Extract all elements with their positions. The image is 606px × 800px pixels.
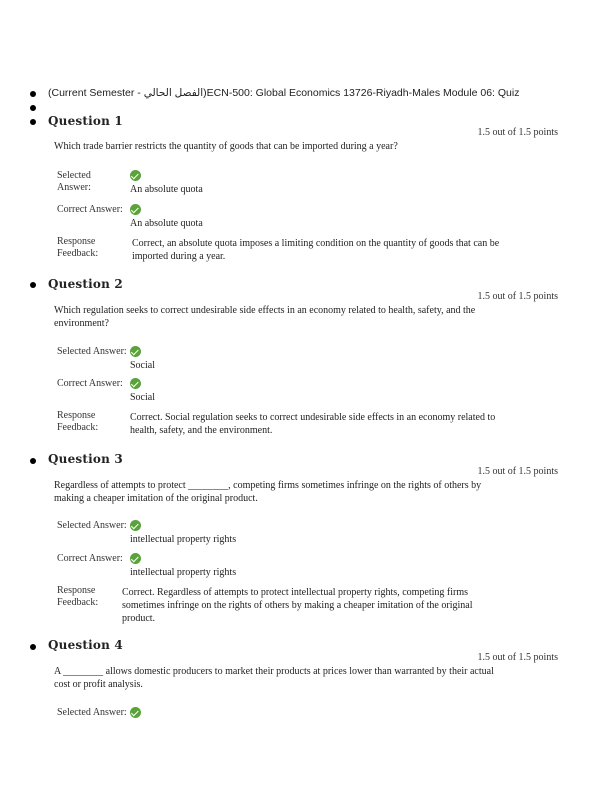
- selected-answer: Social: [130, 360, 155, 371]
- check-circle-icon: [130, 553, 141, 564]
- check-circle-icon: [130, 346, 141, 357]
- selected-answer-label: Selected Answer:: [57, 520, 127, 531]
- question-text: Which trade barrier restricts the quantity of goods that can be imported during a year?: [54, 141, 398, 152]
- question-text: A ________ allows domestic producers to market their products at prices lower than warranted by their actual cost or profit analysis.: [54, 666, 494, 690]
- list-bullet: [30, 119, 36, 125]
- selected-answer: An absolute quota: [130, 184, 203, 195]
- list-bullet: [30, 282, 36, 288]
- response-feedback: Correct. Social regulation seeks to correct undesirable side effects in an economy related to health, safety, and the environment.: [130, 412, 496, 436]
- list-bullet: [30, 644, 36, 650]
- question-title: Question 1: [48, 114, 123, 128]
- list-bullet: [30, 91, 36, 97]
- question-text: Regardless of attempts to protect ________, competing firms sometimes infringe on the rights of others by making a cheaper imitation of the original product.: [54, 480, 482, 504]
- correct-answer: An absolute quota: [130, 218, 203, 229]
- correct-answer: Social: [130, 392, 155, 403]
- check-circle-icon: [130, 170, 141, 181]
- check-circle-icon: [130, 378, 141, 389]
- response-feedback: Correct. Regardless of attempts to protect intellectual property rights, competing firms sometimes infringe on the rights of others by making a cheaper imitation of the original product.: [122, 587, 473, 624]
- response-feedback-label: Response Feedback:: [57, 236, 99, 259]
- response-feedback: Correct, an absolute quota imposes a limiting condition on the quantity of goods that can be imported during a year.: [132, 238, 500, 262]
- check-circle-icon: [130, 707, 141, 718]
- correct-answer-label: Correct Answer:: [57, 553, 123, 564]
- selected-answer: intellectual property rights: [130, 534, 237, 545]
- question-title: Question 2: [48, 277, 123, 291]
- list-bullet: [30, 458, 36, 464]
- list-bullet-empty: [30, 105, 36, 111]
- breadcrumb[interactable]: (Current Semester - الفصل الحالي)ECN-500: Global Economics 13726-Riyadh-Males Module 06: Quiz: [48, 87, 520, 99]
- selected-answer-label: Selected Answer:: [57, 170, 91, 193]
- selected-answer-label: Selected Answer:: [57, 707, 127, 718]
- correct-answer-label: Correct Answer:: [57, 378, 123, 389]
- question-title: Question 3: [48, 452, 123, 466]
- question-points: 1.5 out of 1.5 points: [477, 466, 558, 477]
- question-title: Question 4: [48, 638, 123, 652]
- question-points: 1.5 out of 1.5 points: [477, 652, 558, 663]
- question-text: Which regulation seeks to correct undesirable side effects in an economy related to health, safety, and the environment?: [54, 305, 476, 329]
- correct-answer-label: Correct Answer:: [57, 204, 123, 215]
- question-points: 1.5 out of 1.5 points: [477, 127, 558, 138]
- response-feedback-label: Response Feedback:: [57, 410, 99, 433]
- check-circle-icon: [130, 520, 141, 531]
- correct-answer: intellectual property rights: [130, 567, 237, 578]
- question-points: 1.5 out of 1.5 points: [477, 291, 558, 302]
- selected-answer-label: Selected Answer:: [57, 346, 127, 357]
- response-feedback-label: Response Feedback:: [57, 585, 99, 608]
- check-circle-icon: [130, 204, 141, 215]
